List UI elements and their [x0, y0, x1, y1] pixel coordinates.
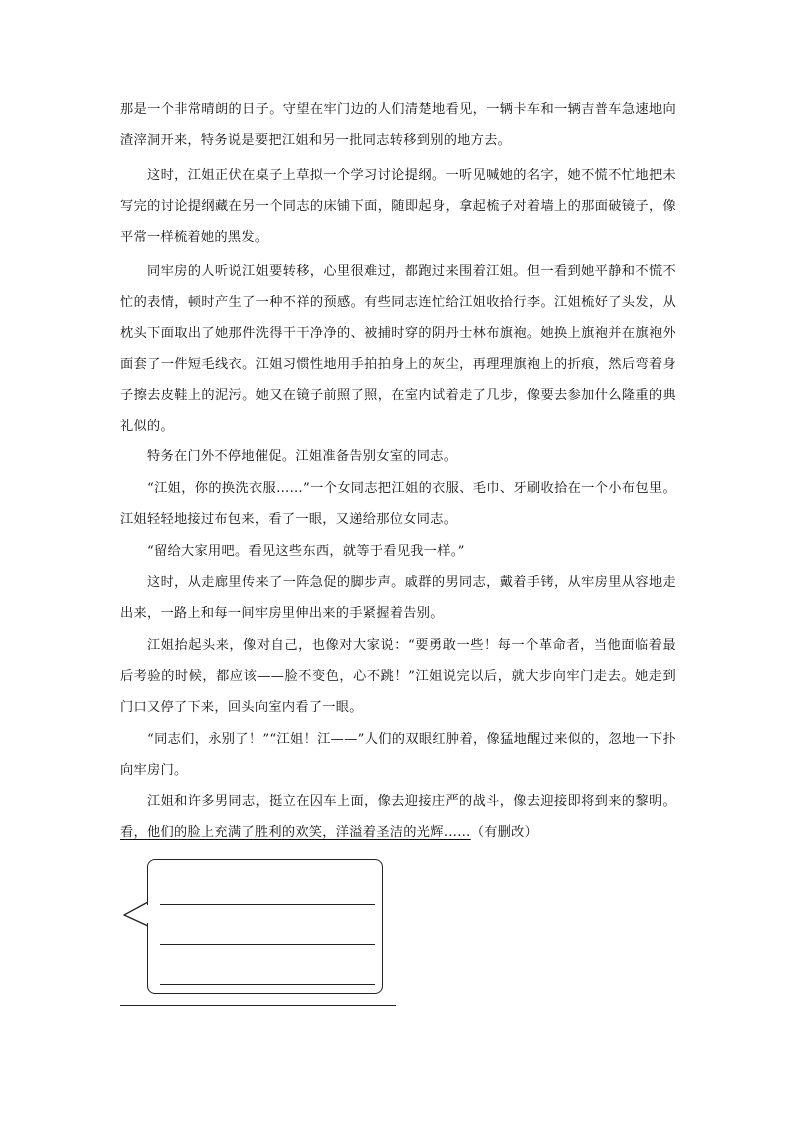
paragraph-2 [120, 160, 676, 253]
underlined-sentence: 看，他们的脸上充满了胜利的欢笑，洋溢着圣洁的光辉…… [120, 825, 471, 840]
paragraph-6-text: “留给大家用吧。看见这些东西，就等于看见我一样。” [147, 544, 465, 559]
paragraph-1-text: 那是一个非常晴朗的日子。守望在牢门边的人们清楚地看见，一辆卡车和一辆吉普车急速地向渣滓洞开来，特务说是要把江姐和另一批同志转移到别的地方去。 [120, 102, 676, 148]
bottom-rule [120, 1005, 396, 1006]
answer-line-1[interactable] [160, 904, 375, 905]
paragraph-9-text: “同志们，永别了！”“江姐！江——”人们的双眼红肿着，像猛地醒过来似的，忽地一下扑向牢房门。 [120, 732, 676, 778]
speech-bubble-joint [144, 905, 150, 923]
paragraph-6 [120, 536, 676, 567]
paragraph-4-text: 特务在门外不停地催促。江姐准备告别女室的同志。 [147, 449, 458, 464]
paragraph-7-text: 这时，从走廊里传来了一阵急促的脚步声。戚群的男同志，戴着手铐，从牢房里从容地走出来，一路上和每一间牢房里伸出来的手紧握着告别。 [120, 575, 676, 621]
paragraph-2-text: 这时，江姐正伏在桌子上草拟一个学习讨论提纲。一听见喊她的名字，她不慌不忙地把未写完的讨论提纲藏在另一个同志的床铺下面，随即起身，拿起梳子对着墙上的那面破镜子，像平常一样梳着她的黑发。 [120, 168, 676, 245]
paragraph-10 [120, 786, 676, 848]
paragraph-3 [120, 256, 676, 442]
paragraph-3-text: 同牢房的人听说江姐要转移，心里很难过，都跑过来围着江姐。但一看到她平静和不慌不忙的表情，顿时产生了一种不祥的预感。有些同志连忙给江姐收拾行李。江姐梳好了头发，从枕头下面取出了她那件洗得干干净净的、被捕时穿的阴丹士林布旗袍。她换上旗袍并在旗袍外面套了一件短毛线衣。江姐习惯性地用手拍拍身上的灰尘，再理理旗袍上的折痕，然后弯着身子擦去皮鞋上的泥污。她又在镜子前照了照，在室内试着走了几步，像要去参加什么隆重的典礼似的。 [120, 264, 676, 434]
answer-speech-bubble[interactable] [147, 859, 383, 994]
paragraph-8 [120, 630, 676, 723]
paragraph-8-text: 江姐抬起头来，像对自己，也像对大家说：“要勇敢一些！每一个革命者，当他面临着最后考验的时候，都应该——脸不变色，心不跳！”江姐说完以后，就大步向牢门走去。她走到门口又停了下来，回头向室内看了一眼。 [120, 638, 676, 715]
paragraph-5 [120, 473, 676, 535]
paragraph-1 [120, 94, 676, 156]
abridged-note: （有删改） [470, 825, 539, 840]
paragraph-10-text: 江姐和许多男同志，挺立在囚车上面，像去迎接庄严的战斗，像去迎接即将到来的黎明。 [147, 794, 676, 809]
paragraph-7 [120, 567, 676, 629]
paragraph-5-text: “江姐，你的换洗衣服……”一个女同志把江姐的衣服、毛巾、牙刷收拾在一个小布包里。江姐轻轻地接过布包来，看了一眼，又递给那位女同志。 [120, 481, 676, 527]
paragraph-4 [120, 441, 676, 472]
paragraph-9 [120, 724, 676, 786]
answer-line-3[interactable] [160, 984, 375, 985]
answer-line-2[interactable] [160, 944, 375, 945]
